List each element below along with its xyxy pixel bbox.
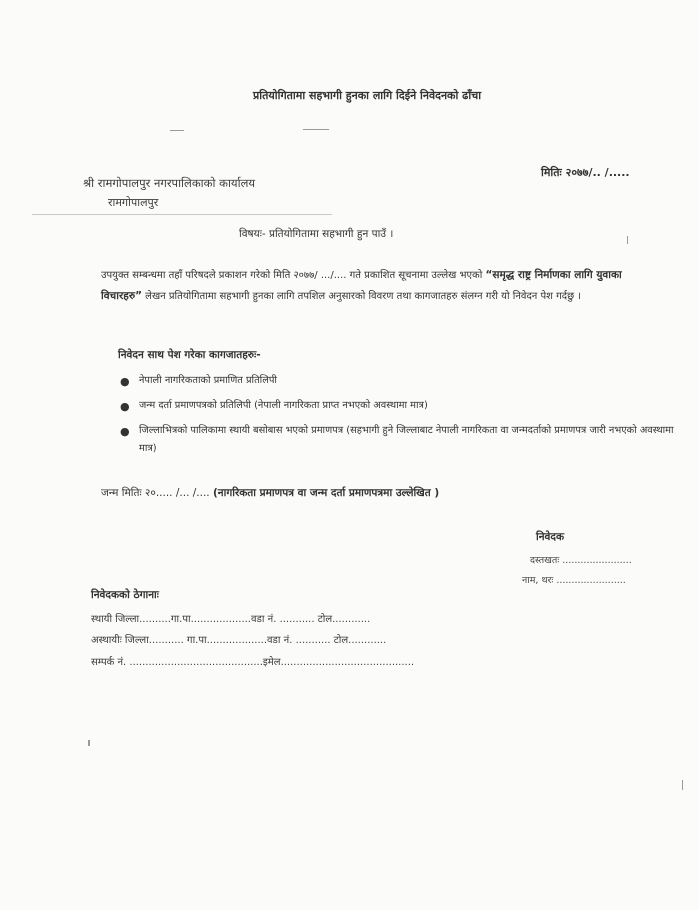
name-line: नाम, थरः ....................... xyxy=(522,575,626,586)
scan-artifact xyxy=(170,130,184,131)
list-item: ● जिल्लाभित्रको पालिकामा स्थायी बसोबास भएको प्रमाणपत्र (सहभागी हुने जिल्लाबाट नेपाली नागरिकता वा जन्मदर्ताको प्रमाणपत्र जारी नभएको अवस्थामा मात्र) xyxy=(120,425,674,454)
date-of-birth-line xyxy=(101,486,439,500)
divider-line xyxy=(32,214,332,215)
form-title: प्रतियोगितामा सहभागी हुनका लागि दिईने निवेदनको ढाँचा xyxy=(253,89,482,102)
scan-artifact xyxy=(682,780,683,790)
temporary-address-line: अस्थायीः जिल्ला........... गा.पा...................वडा नं. ........... टोल............ xyxy=(91,635,387,646)
bullet-icon: ● xyxy=(120,400,130,413)
dob-note: (नागरिकता प्रमाणपत्र वा जन्म दर्ता प्रमाणपत्रमा उल्लेखित ) xyxy=(212,487,440,499)
body-paragraph xyxy=(101,265,666,307)
signature-line: दस्तखतः ....................... xyxy=(530,555,632,566)
bullet-icon: ● xyxy=(120,425,130,438)
subject-line: विषयः- प्रतियोगितामा सहभागी हुन पाउँ । xyxy=(239,228,394,240)
addressee-office: श्री रामगोपालपुर नगरपालिकाको कार्यालय xyxy=(83,176,256,190)
addressee-place: रामगोपालपुर xyxy=(108,196,159,209)
documents-list xyxy=(120,372,680,465)
applicant-address-heading: निवेदकको ठेगानाः xyxy=(91,589,159,601)
permanent-address-line: स्थायी जिल्ला..........गा.पा...................वडा नं. ........... टोल............ xyxy=(91,614,371,625)
documents-heading: निवेदन साथ पेश गरेका कागजातहरुः- xyxy=(118,349,261,361)
scan-artifact xyxy=(627,236,628,244)
list-item: ● जन्म दर्ता प्रमाणपत्रको प्रतिलिपी (नेपाली नागरिकता प्राप्त नभएको अवस्थामा मात्र) xyxy=(120,397,680,415)
list-item: ● नेपाली नागरिकताको प्रमाणित प्रतिलिपी xyxy=(120,372,680,390)
bullet-icon: ● xyxy=(120,375,130,388)
scan-artifact xyxy=(303,129,329,130)
body-text-1: उपयुक्त सम्बन्धमा तहाँ परिषदले प्रकाशन गरेको मिति २०७७/ .../.... गते प्रकाशित सूचनामा उल्लेख भएको xyxy=(101,270,486,281)
contact-line: सम्पर्क नं. ..........................................इमेल.......................................... xyxy=(91,657,415,668)
competition-title: “समृद्ध राष्ट्र निर्माणका लागि युवाका विचारहरु” xyxy=(101,269,622,302)
dob-label: जन्म मितिः २०..... /... /.... xyxy=(101,487,213,499)
applicant-label: निवेदक xyxy=(536,531,565,543)
body-text-2: लेखन प्रतियोगितामा सहभागी हुनका लागि तपशिल अनुसारको विवरण तथा कागजातहरु संलग्न गरी यो निवेदन पेश गर्दछु । xyxy=(142,291,582,302)
scan-artifact xyxy=(88,740,90,746)
date-field: मितिः २०७७/.. /..... xyxy=(541,166,630,179)
